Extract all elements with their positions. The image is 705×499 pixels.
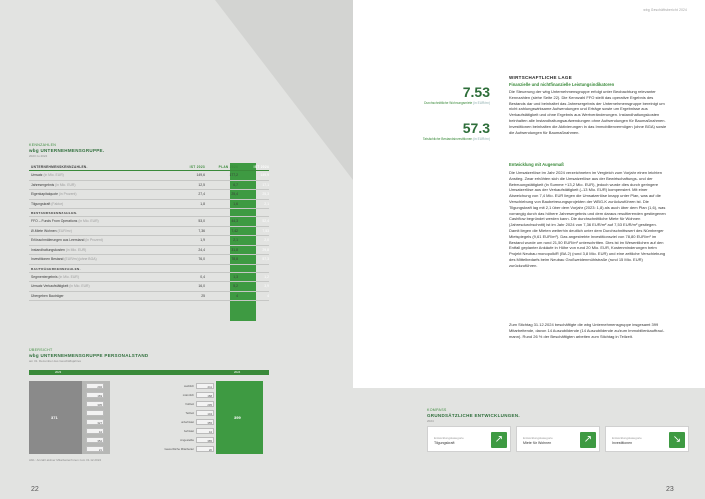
table-row — [29, 190, 269, 200]
row-label: Umsatz (in Mio. EUR) — [31, 173, 64, 177]
article-heading: WIRTSCHAFTLICHE LAGE — [509, 75, 572, 80]
kennzahlen-label: KENNZAHLEN — [29, 143, 57, 147]
personal-value-right: 20 — [196, 446, 214, 452]
cell-ist2023: 76,0 — [198, 257, 205, 261]
cell-ist2024: 17,1 — [262, 182, 269, 187]
table-row — [29, 200, 269, 210]
cell-ist2023: 16,0 — [198, 284, 205, 288]
personal-year-left: 2023 — [55, 370, 62, 374]
personal-row-label: Teilzeit — [185, 411, 194, 415]
section-bestand — [29, 217, 269, 265]
cell-plan2024: 2,1 — [233, 238, 238, 242]
kompass-title: GRUNDSÄTZLICHE ENTWICKLUNGEN. — [427, 413, 520, 418]
column-plan2024: PLAN 2024 — [218, 165, 238, 169]
article-para1: Die Steuerung der wbg Unternehmensgruppe erfolgt unter Beobachtung relevanter Kennzahlen (siehe Seite 22). Die Kennzahl FFO stellt das operative Ergebnis des Bestands dar und beinhaltet das Jahresergebnis der Unternehmensgruppe bereinigt um nicht zahlungswirksame Aufwendungen und Erträge sowie um Ergebnisse aus Verkaufstätigkeit und ohne Ergebnis aus Wertveränderungen. Instandhaltungskosten beinhalten alle Instandhaltungsaufwendungen ohne Aufwendungen für Baumaßnahmen. Investitionen beinhalten die Aktivierungen in das Immobilienvermögen (ohne BGA) sowie die Aufwendungen für Baumaßnahmen. — [509, 89, 667, 135]
personal-footnote: Abb.: Anzahl aktiver Mitarbeiter/innen zum 31.12.2024 — [29, 458, 102, 462]
column-ist2023: IST 2023 — [189, 165, 205, 169]
table-row — [29, 255, 269, 265]
cell-ist2023: 0,4 — [200, 274, 205, 279]
cell-ist2023: 53,0 — [198, 219, 205, 223]
table-row — [29, 236, 269, 246]
cell-plan2024: 44,3 — [231, 219, 238, 223]
left-page-number: 22 — [31, 486, 39, 493]
table-row — [29, 181, 269, 191]
personal-value-right: 295 — [196, 401, 214, 407]
cell-plan2024: 25,4 — [231, 192, 238, 196]
personal-value-right: 104 — [196, 410, 214, 416]
article-subheading2: Entwicklung mit Augenmaß — [509, 162, 564, 167]
row-label: Erlösschmälerungen aus Leerstand (in Prozent) — [31, 238, 103, 242]
cell-ist2024: 29,8 — [262, 247, 269, 252]
personal-total-left-block — [29, 381, 82, 454]
row-label: Tilgungskraft (Faktor) — [31, 201, 64, 206]
personal-row-label: befristet — [184, 429, 194, 433]
cell-plan2024: 31,8 — [231, 247, 238, 252]
personal-row-label: weiblich — [184, 384, 194, 388]
kennzahlen-subtitle: 2023 zu 2024 — [29, 154, 48, 158]
cell-ist2023: 7,36 — [198, 228, 205, 233]
arrow-up-right-icon: ↗ — [580, 432, 596, 448]
cell-ist2024: 7,53 — [262, 228, 269, 233]
table-row — [29, 171, 269, 181]
row-label: Jahresergebnis (in Mio. EUR) — [31, 182, 76, 187]
kennzahlen-table — [29, 163, 269, 301]
cell-ist2024: 25,3 — [262, 192, 269, 196]
cell-ist2024: 52,4 — [262, 219, 269, 223]
personal-value-right: 188 — [196, 392, 214, 398]
personal-row-label: männlich — [182, 393, 194, 397]
row-label: FFO – Funds From Operations (in Mio. EUR) — [31, 219, 99, 223]
personal-total-left: 371 — [51, 415, 58, 420]
cell-plan2024: 177,2 — [229, 173, 238, 177]
personal-row-label: Angestellte — [180, 438, 194, 442]
cell-plan2024: 1,6 — [233, 201, 238, 206]
personal-value-left: 327 — [86, 419, 104, 425]
table-header-row — [29, 163, 269, 171]
table-row — [29, 227, 269, 237]
personal-year-right: 2024 — [234, 370, 241, 374]
cell-plan2024: 6,7 — [233, 182, 238, 187]
row-label: Umsatz Verkaufstätigkeit (in Mio. EUR) — [31, 284, 90, 288]
personal-value-left: 305 — [86, 401, 104, 407]
cell-ist2023: 1,9 — [200, 238, 205, 242]
cell-plan2024: 78,8 — [231, 257, 238, 261]
cell-ist2024: 2,1 — [264, 201, 269, 206]
cell-plan2024: 4 — [236, 293, 238, 298]
personal-row-label: unbefristet — [180, 420, 194, 424]
section-bautraeger — [29, 273, 269, 302]
kpi-invest-value: 57.3 — [462, 120, 490, 136]
personal-row-label: Vollzeit — [185, 402, 194, 406]
row-label: Segmentergebnis (in Mio. EUR) — [31, 274, 79, 279]
page-header: wbg Geschäftsbericht 2024 — [643, 8, 687, 12]
arrow-up-right-icon: ↗ — [491, 432, 507, 448]
cell-ist2023: 27,4 — [198, 192, 205, 196]
row-label: Ø-Miete Wohnen (EUR/m²) — [31, 228, 72, 233]
personal-label: ÜBERSICHT — [29, 348, 53, 352]
personal-total-right: 399 — [234, 415, 241, 420]
right-page-number: 23 — [666, 486, 674, 493]
personal-value-left: 202 — [86, 383, 104, 389]
table-row — [29, 273, 269, 283]
kennzahlen-title: wbg UNTERNEHMENSGRUPPE. — [29, 148, 105, 153]
personal-total-right-block — [216, 381, 263, 454]
row-label: Investitionen Bestand (EUR/m²)(ohne BGA) — [31, 257, 97, 261]
personal-year-bar — [29, 370, 269, 375]
kpi-miete-value: 7.53 — [462, 84, 490, 100]
kompass-subtitle: 2024 — [427, 419, 434, 423]
personal-value-right: 211 — [196, 383, 214, 389]
cell-ist2023: 149,6 — [196, 173, 205, 177]
article-para2: Die Umsatzerlöse im Jahr 2024 verzeichneten im Vergleich zum Vorjahr einen leichten Anstieg. Zwar erhöhten sich die Umsatzerlöse aus der Bewirtschaftungs- und der Betreuungstätigkeit (in Summe +13,2 Mio. EUR), jedoch wurde dies durch geringere Umsatzerlöse aus der Verkaufstätigkeit (–13 Mio. EUR) kompensiert. Mit einer Abweichung von 7,4 Mio. EUR liegen die Umsatzerlöse knapp unter Plan, was auf die Verschiebung von Baubetreuungsprojekten der WBG-K zurückzuführen ist. Die Tilgungskraft lag mit 2,1 über dem Vorjahr (2023: 1,8) als auch über dem Plan (1,6), was vorrangig durch das höhere Jahresergebnis und dem daraus resultierenden gestiegenen Cashflow begründet werden kann. Die durchschnittliche Miete für Wohnen (Jahresdurchschnitt) ist im Jahr 2024 von 7,36 EUR/m² auf 7,53 EUR/m² gestiegen. Damit liegen die Mieten weiterhin deutlich unter dem Durchschnittswert des Nürnberger Mietspiegels (9,61 EUR/m²). Das angestrebte Investitionsziel von 78,80 EUR/m² im Bestand wurde um rund 21,50 EUR/m² unterschritten. Dies ist im Wesentlichen auf den Entfall geplanter Ankäufe in Höhe von rund 20 Mio. EUR, Kostenminderungen beim Projekt Neubau monopolkiR (BA 2) (rund 3,8 Mio. EUR) und eine zeitliche Verschiebung des Mittelbedarfs beim Neubau Großweidenmühlstraße (rund 15 Mio. EUR) zurückzuführen. — [509, 170, 666, 268]
article-para3: Zum Stichtag 31.12.2024 beschäftigte die wbg Unternehmensgruppe insgesamt 399 Mitarbeitende, davon 14 Auszubildende (14 Auszubildende zu/zum Immobilienkauffrau/-mann). Rund 26 % der Beschäftigten arbeiten zum Stichtag in Teilzeit. — [509, 322, 665, 339]
table-row — [29, 217, 269, 227]
cell-plan2024: 5,2 — [233, 284, 238, 288]
personal-value-left: 169 — [86, 392, 104, 398]
arrow-down-right-icon: ↘ — [669, 432, 685, 448]
personal-subtitle: am 31. Dezember des Geschäftsjahres — [29, 359, 82, 363]
personal-value-left: 352 — [86, 437, 104, 443]
personal-value-left: 44 — [86, 428, 104, 434]
row-label: Instandhaltungskosten (in Mio. EUR) — [31, 247, 87, 252]
article-subheading: Finanzielle und nichtfinanzielle Leistungsindikatoren — [509, 82, 615, 87]
table-row — [29, 282, 269, 292]
cell-ist2024: 1,2 — [264, 274, 269, 279]
cell-ist2024: 4 — [267, 293, 269, 298]
column-label-kennzahlen: UNTERNEHMENSKENNZAHLEN. — [31, 165, 88, 169]
personal-value-right: 355 — [196, 419, 214, 425]
section-unternehmen — [29, 171, 269, 209]
section-label-bestand: BESTANDSKENNZAHLEN. — [29, 209, 269, 217]
cell-ist2024: 57,3 — [262, 257, 269, 261]
personal-value-right: 385 — [196, 437, 214, 443]
personal-value-left: 21 — [86, 446, 104, 452]
kpi-invest-caption: Tatsächliche Bestandsinvestitionen (in EUR/m²) — [422, 137, 490, 141]
kompass-card-miete: Entwicklungskategorie Miete für Wohnen ↗ — [516, 426, 600, 452]
section-label-bautraeger: BAUTRÄGERKENNZAHLEN. — [29, 265, 269, 273]
cell-plan2024: 1,3 — [233, 274, 238, 279]
table-row — [29, 246, 269, 256]
personal-row-label: Gewerbliche Mitarbeiter — [164, 447, 194, 451]
cell-ist2024: 149,9 — [260, 173, 269, 177]
personal-value-right: 44 — [196, 428, 214, 434]
cell-ist2023: 12,5 — [198, 182, 205, 187]
row-label: Übergeben Bauträger — [31, 293, 64, 298]
cell-ist2024: 3,9 — [264, 284, 269, 288]
cell-plan2024: 7,42 — [231, 228, 238, 233]
kompass-card-tilgungskraft: Entwicklungskategorie Tilgungskraft ↗ — [427, 426, 511, 452]
cell-ist2023: 24,4 — [198, 247, 205, 252]
cell-ist2024: 2,0 — [264, 238, 269, 242]
kompass-card-investitionen: Entwicklungskategorie Investitionen ↘ — [605, 426, 689, 452]
personal-value-left — [86, 410, 104, 416]
cell-ist2023: 25 — [201, 293, 205, 298]
personal-title: wbg UNTERNEHMENSGRUPPE PERSONALSTAND — [29, 353, 149, 358]
kompass-label: KOMPASS — [427, 408, 447, 412]
kpi-miete-caption: Durchschnittliche Wohnungsmiete (in EUR/m²) — [424, 101, 490, 105]
cell-ist2023: 1,8 — [200, 201, 205, 206]
column-ist2024: IST 2024 — [253, 165, 269, 169]
table-row — [29, 292, 269, 302]
row-label: Eigenkapitalquote (in Prozent) — [31, 192, 77, 196]
